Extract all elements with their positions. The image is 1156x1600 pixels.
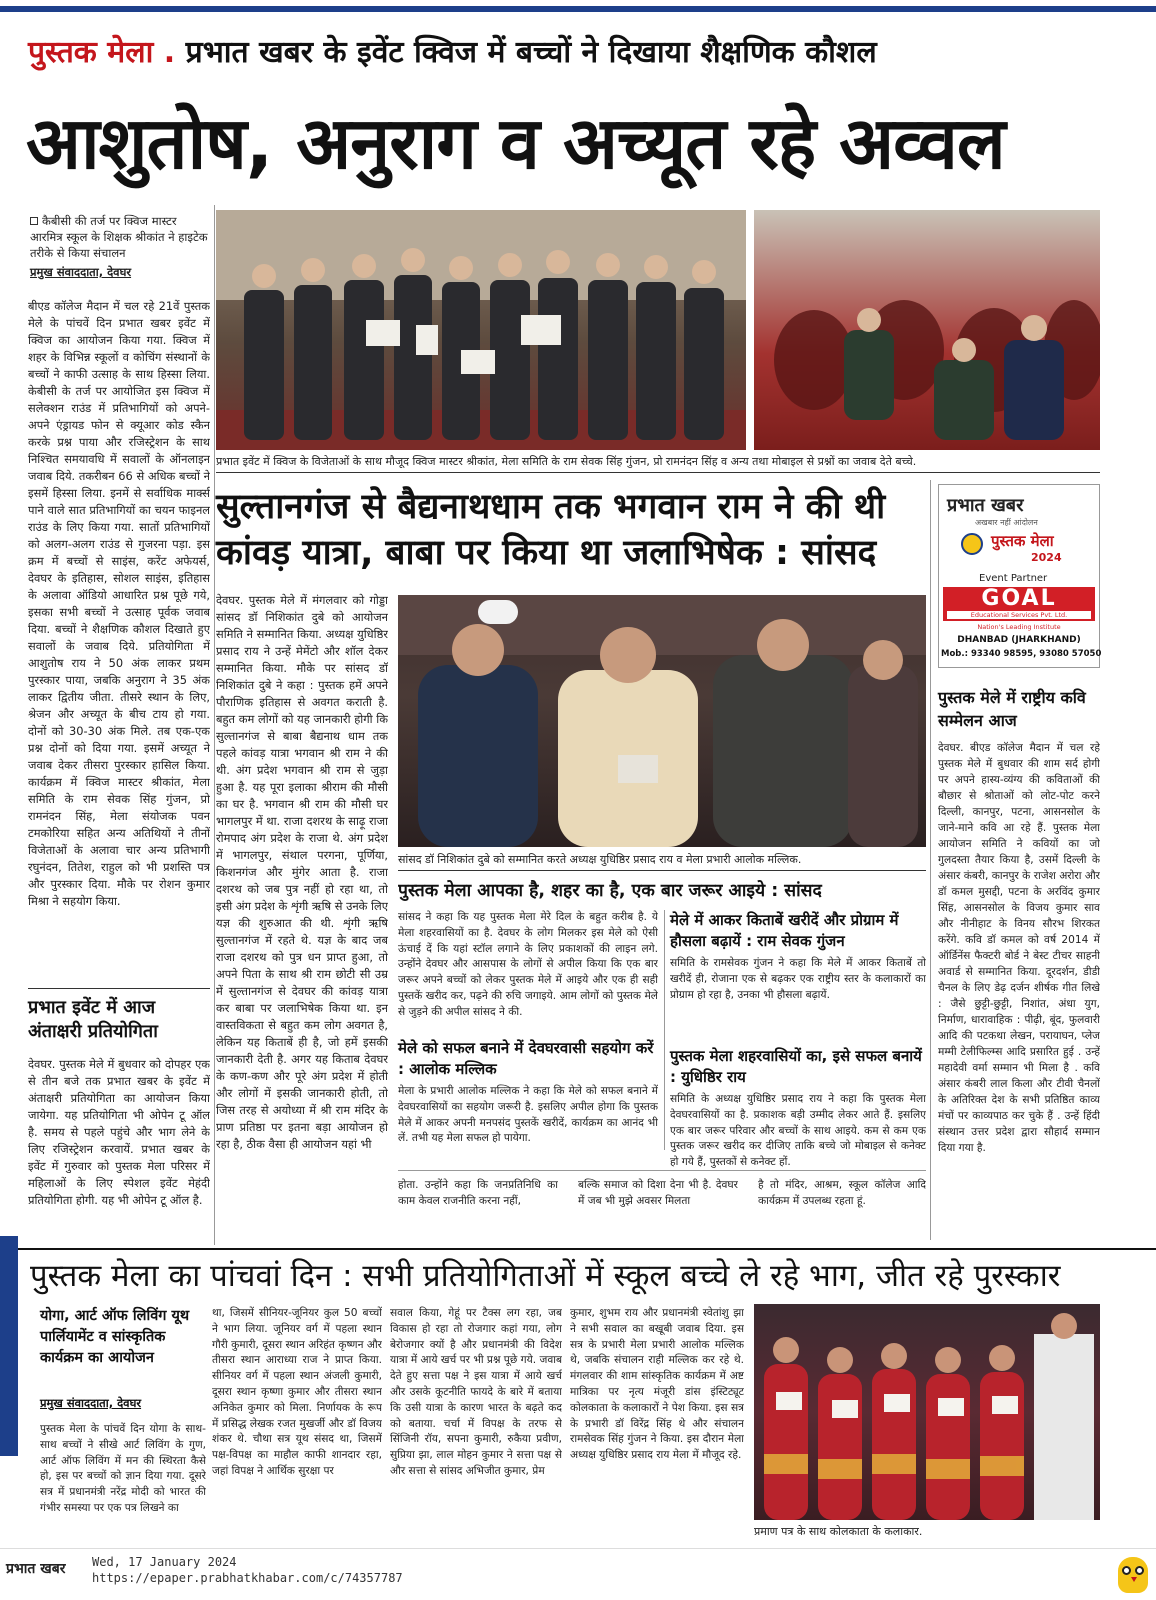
advert-mobile: Mob.: 93340 98595, 93080 57050 [941, 649, 1102, 659]
square-bullet-icon [30, 217, 38, 225]
goal-text: GOAL [981, 586, 1057, 611]
artists-photo [754, 1304, 1100, 1520]
quote-sansad-title: पुस्तक मेला आपका है, शहर का है, एक बार जरूर आइये : सांसद [398, 881, 822, 901]
advert-partner-label: Event Partner [979, 573, 1048, 584]
page-headline: आशुतोष, अनुराग व अच्यूत रहे अव्वल [26, 101, 1005, 185]
footer-brand: प्रभात खबर [6, 1561, 66, 1577]
kicker-label: पुस्तक मेला . [28, 35, 176, 70]
advert-box [938, 484, 1100, 668]
quiz-body: बीएड कॉलेज मैदान में चल रहे 21वें पुस्तक मेले के पांचवें दिन प्रभात खबर इवेंट में क्विज का आयोजन किया गया. क्विज में शहर के विभिन्न स्कूलों व कोचिंग संस्थानों के बच्चों ने काफी उत्साह के साथ हिस्सा लिया. केबीसी के तर्ज पर आयोजित इस क्विज में सलेक्शन राउंड में प्रतिभागियों को अपने-अपने एंड्रायड फोन से क्यूआर कोड स्कैन करके प्रश्न पाया और रजिस्ट्रेशन के साथ निश्चित समयावधि में सवालों के ऑनलाइन जवाब दिये. तकरीबन 66 से अधिक बच्चों ने इसमें हिस्सा लिया. इनमें से सर्वाधिक मार्क्स पाने वाले सात प्रतिभागियों का चयन फाइनल राउंड के लिए किया गया. सातों प्रतिभागियों को अलग-अलग राउंड से गुजरना पड़ा. इस क्रम में बच्चों से साइंस, करेंट अफेयर्स, देवघर के इतिहास, सोशल साइंस, इतिहास के अलावा ऑडियो आधारित प्रश्न पूछे गये, इसका सभी बच्चों ने उत्साह पूर्वक जवाब दिया. बच्चों ने शैक्षणिक कौशल दिखाते हुए सवालों के जवाब दिये. प्रतियोगिता में आशुतोष राय ने 50 अंक लाकर प्रथम पुरस्कार पाया, जबकि अनुराग ने 35 अंक लाकर द्वितीय जीता. तीसरे स्थान के लिए, श्रेजन और अच्यूत के बीच टाय हो गया. दोनों को 30-30 अंक मिले. तब एक-एक प्रश्न दोनों को दिया गया. इसमें अच्यूत ने जवाब देकर तीसरा पुरस्कार हासिल किया. कार्यक्रम में क्विज मास्टर श्रीकांत, मेला समिति के राम सेवक सिंह गुंजन, प्रो रामनंदन सिंह, मेला संयोजक पवन टमकोरिया सहित अन्य अतिथियों ने तीनों विजेताओं के अलावा चार अन्य प्रतिभागी रघुनंदन, तितेश, राहुल को भी प्रशस्ति पत्र और पुरस्कार दिया. मौके पर रोशन कुमार मिश्रा ने सहयोग किया. [28, 299, 210, 908]
bottom-col2: था, जिसमें सीनियर-जूनियर कुल 50 बच्चों ने भाग लिया. जूनियर वर्ग में पहला स्थान गौरी कुमारी, दूसरा स्थान अरिहंत कृष्णन और तीसरा स्थान आराध्या राज ने प्राप्त किया. सीनियर वर्ग में पहला स्थान अंजली कुमारी, दूसरा स्थान कृष्णा कुमार और तीसरा स्थान अनिकेत कुमार को मिला. निर्णायक के रूप में प्रसिद्ध लेखक रजत मुखर्जी और डॉ विजय शंकर थे. चौथा सत्र यूथ संसद था, जिसमें पक्ष-विपक्ष का माहौल काफी शानदार रहा, जहां विपक्ष ने आर्थिक सुरक्षा पर [212, 1307, 382, 1477]
quote-sansad-body: सांसद ने कहा कि यह पुस्तक मेला मेरे दिल के बहुत करीब है. ये मेला शहरवासियों का है. देवघर के लोग मिलकर इस मेले को ऐसी ऊंचाई दें कि यहां स्टॉल लगाने के लिए प्रकाशकों की लाइन लगे. उन्होंने देवघर और आसपास के लोगों से अपील किया कि एक बार जरूर अपने बच्चों को लेकर पुस्तक मेले में आइये और एक ही सही पुस्तकें खरीद कर, पढ़ने की रुचि जगाइये. आम लोगों को पुस्तक मेले से जुड़ने की अपील सांसद ने की. [398, 911, 658, 1018]
mp-felicitation-photo [398, 595, 926, 847]
bottom-col1: पुस्तक मेला के पांचवें दिन योगा के साथ-साथ बच्चों ने सीखे आर्ट लिविंग के गुण, आर्ट ऑफ लिविंग में मन की स्थिरता कैसे हो, इस पर बच्चों को ज्ञान दिया गया. दूसरे सत्र में प्रधानमंत्री नरेंद्र मोदी को भारत की गंभीर समस्या पर एक पत्र लिखने का [40, 1423, 206, 1514]
mp-continued-2: बल्कि समाज को दिशा देना भी है. देवघर में जब भी मुझे अवसर मिलता [578, 1179, 738, 1207]
advert-tagline: अखबार नहीं आंदोलन [975, 518, 1038, 527]
antakshari-title: प्रभात इवेंट में आज अंताक्षरी प्रतियोगिता [28, 997, 158, 1042]
mp-continued-1: होता. उन्होंने कहा कि जनप्रतिनिधि का काम केवल राजनीति करना नहीं, [398, 1179, 558, 1207]
divider [398, 870, 926, 871]
kicker-text: प्रभात खबर के इवेंट क्विज में बच्चों ने दिखाया शैक्षणिक कौशल [175, 35, 877, 70]
kavi-body: देवघर. बीएड कॉलेज मैदान में चल रहे पुस्तक मेले में बुधवार की शाम सर्द होगी पर अपने हास्य-व्यंग्य की कविताओं की बौछार से श्रोताओं को लोट-पोट करने दिल्ली, कानपुर, पटना, आसनसोल के जाने-माने कवि आ रहे हैं. पुस्तक मेला आयोजन समिति ने कवियों का जो गुलदस्ता तैयार किया है, उसमें दिल्ली के अंसार कंबरी, कानपुर के राजेश अरोरा और डॉ कमल मुसद्दी, पटना के अरविंद कुमार सिंह, आसनसोल के विजय कुमार साव और नीनीहाट के विनय सौरभ शिरकत करेंगे. कवि डॉ कमल को वर्ष 2014 में ऑर्डिनेंस फैक्टरी बोर्ड ने बेस्ट टीचर साहनी अवार्ड से सम्मानित किया. दूरदर्शन, डीडी चैनल के लिए डेढ़ दर्जन शीर्षक गीत लिखे : जैसे छुट्टी-छुट्टी, निशांत, अंधा युग, निर्माण, धारावाहिक : पीढ़ी, बूंद, फुलवारी आदि की पटकथा लेखन, परायाघन, प्लेज मम्मी टेलीफिल्म्स आदि प्रसारित हुई . उन्हें महादेवी वर्मा सम्मान भी मिला है . कवि अंसार कंबरी लाल किला और टीवी चैनलों के अतिरिक्त देश के सभी प्रतिष्ठित काव्य मंचों पर काव्यपाठ कर चुके हैं . उन्हें हिंदी संस्थान उत्तर प्रदेश द्वारा सौहार्द सम्मान दिया गया है. [938, 742, 1100, 1154]
artists-figures [754, 1304, 1100, 1520]
quiz-winners-photo [216, 210, 746, 450]
advert-city: DHANBAD (JHARKHAND) [957, 635, 1081, 645]
antakshari-body: देवघर. पुस्तक मेले में बुधवार को दोपहर एक से तीन बजे तक प्रभात खबर के इवेंट में अंताक्षरी प्रतियोगिता का आयोजन किया जायेगा. यह प्रतियोगिता भी ओपेन टू ऑल है. समय से पहले पहुंचे और भाग लेने के लिए रजिस्ट्रेशन करवायें. प्रभात खबर के इवेंट में गुरुवार को पुस्तक मेला परिसर में महिलाओं के लिए स्पेशल इवेंट मेहंदी प्रतियोगिता होगी. यह भी ओपेन टू ऑल है. [28, 1057, 210, 1207]
quiz-intro-block [30, 213, 210, 280]
section-rule [0, 1248, 1156, 1250]
bottom-subhead: योगा, आर्ट ऑफ लिविंग यूथ पार्लियामेंट व सांस्कृतिक कार्यक्रम का आयोजन [40, 1308, 190, 1366]
divider [28, 988, 210, 989]
quiz-byline: प्रमुख संवाददाता, देवघर [30, 265, 132, 279]
advert-brand: प्रभात खबर [947, 495, 1024, 516]
owl-icon [1118, 1557, 1148, 1593]
kavi-title: पुस्तक मेले में राष्ट्रीय कवि सम्मेलन आज [938, 688, 1086, 730]
divider [398, 1170, 926, 1171]
bottom-col4: कुमार, शुभम राय और प्रधानमंत्री स्वेतांशु झा ने सभी सवाल का बखूबी जवाब दिया. इस सत्र के प्रभारी मेला प्रभारी आलोक मल्लिक थे, जबकि संचालन राही मल्लिक कर रहे थे. मंगलवार की शाम सांस्कृतिक कार्यक्रम में अष्ट मात्रिका पर नृत्य मंजूरी डांस इंस्टिट्यूट कोलकाता के कलाकारों ने पेश किया. इस सत्र के प्रभारी डॉ विरेंद्र सिंह थे और संचालन रामसेवक सिंह गुंजन ने किया. इस दौरान मेला अध्यक्ष युधिष्ठिर प्रसाद राय मेला में मौजूद रहे. [570, 1307, 744, 1462]
divider [216, 472, 1100, 473]
artists-photo-caption: प्रमाण पत्र के साथ कोलकाता के कलाकार. [754, 1525, 923, 1538]
goal-sub2: Nation's Leading Institute [977, 623, 1061, 631]
bottom-col3: सवाल किया, गेहूं पर टैक्स लग रहा, जब विकास हो रहा तो रोजगार कहां गया, लोग बेरोजगार क्यों है और प्रधानमंत्री की विदेश यात्रा में आये खर्च पर भी प्रश्न पूछे गये. जवाब देते हुए सत्ता पक्ष ने इस यात्रा में आये खर्च और उसके कूटनीति फायदे के बारे में बताया कि उसी यात्रा के कारण भारत के बढ़ते कद को बताया. चर्चा में विपक्ष के तरफ से सिंजिनी रॉय, सपना कुमारी, रुकैया प्रवीण, सुप्रिया झा, लाल मोहन कुमार ने सत्ता पक्ष से और सत्ता से सांसद अभिजीत कुमार, प्रेम [390, 1307, 562, 1477]
edge-strip [0, 1236, 18, 1456]
column-divider [214, 205, 215, 1245]
column-divider [664, 910, 665, 1150]
bottom-byline: प्रमुख संवाददाता, देवघर [40, 1396, 142, 1410]
fair-emblem-icon [961, 533, 983, 555]
quote-gunjan-body: समिति के रामसेवक गुंजन ने कहा कि मेले में आकर किताबें तो खरीदें ही, रोजाना एक से बढ़कर एक राष्ट्रीय स्तर के कलाकारों का प्रोग्राम हो रहा है, उनका भी हौसला बढ़ायें. [670, 957, 926, 1001]
quote-alok-title: मेले को सफल बनाने में देवघरवासी सहयोग करें : आलोक मल्लिक [398, 1039, 654, 1078]
mp-felicitation-figures [398, 595, 926, 847]
quiz-intro: कैबीसी की तर्ज पर क्विज मास्टर आरमित्र स्कूल के शिक्षक श्रीकांत ने हाइटेक तरीके से किया संचालन [30, 214, 208, 260]
top-border [0, 0, 1156, 12]
footer [0, 1548, 1156, 1600]
mp-body: देवघर. पुस्तक मेले में मंगलवार को गोड्डा सांसद डॉ निशिकांत दुबे को आयोजन समिति ने सम्मानित किया. अध्यक्ष युधिष्ठिर प्रसाद राय ने उन्हें मेमेंटो और शॉल देकर सम्मानित किया. मौके पर सांसद डॉ निशिकांत दुबे ने कहा : पुस्तक हमें अपने पौराणिक इतिहास से अवगत कराती है. बहुत कम लोगों को यह जानकारी होगी कि सुल्तानगंज से बाबा बैद्यनाथ धाम तक पहले कांवड़ यात्रा भगवान श्री राम ने की थी. अंग प्रदेश भगवान श्री राम से जुड़ा हुआ है. यह पूरा इलाका श्रीराम की मौसी का घर है. भगवान श्री राम की मौसी घर भागलपुर में था. राजा दशरथ के साढ़ू राजा रोमपाद अंग प्रदेश के राजा थे. अंग प्रदेश में भागलपुर, संथाल परगना, पूर्णिया, किशनगंज और मुंगेर आता है. राजा दशरथ को जब पुत्र नहीं हो रहा था, तो इसी अंग प्रदेश के शृंगी ऋषि से उनके लिए यज्ञ की शुरुआत की थी. शृंगी ऋषि सुल्तानगंज में रहते थे. यज्ञ के बाद जब राजा दशरथ को पुत्र धन प्राप्त हुआ, तो अपने पिता के साथ श्री राम छोटी सी उम्र में सुल्तानगंज से देवघर की कांवड़ यात्रा कर बाबा पर जलाभिषेक किया था. इन वास्तविकता से बहुत कम लोग अवगत है, लेकिन यह किताबें ही है, जो हमें इसकी जानकारी देती है. अगर यह किताब देवघर के कण-कण और पूरे अंग प्रदेश में होती और लोगों में इसकी जानकारी होती, तो जिस तरह से अयोध्या में श्री राम मंदिर के प्राण प्रतिष्ठा पर इतना बड़ा आयोजन हो रहा है, ठीक वैसा ही आयोजन यहां भी [216, 593, 388, 1151]
advert-year: 2024 [1031, 551, 1062, 564]
goal-logo [943, 587, 1095, 621]
footer-url-link[interactable]: https://epaper.prabhatkhabar.com/c/74357787 [92, 1571, 403, 1585]
top-photo-caption: प्रभात इवेंट में क्विज के विजेताओं के साथ मौजूद क्विज मास्टर श्रीकांत, मेला समिति के राम सेवक सिंह गुंजन, प्रो रामनंदन सिंह व अन्य तथा मोबाइल से प्रश्नों का जवाब देते बच्चे. [216, 455, 917, 468]
bottom-headline: पुस्तक मेला का पांचवां दिन : सभी प्रतियोगिताओं में स्कूल बच्चे ले रहे भाग, जीत रहे पुरस्कार [30, 1258, 1061, 1294]
advert-fair: पुस्तक मेला [991, 532, 1054, 550]
quiz-winners-figures [216, 210, 746, 450]
kicker [28, 30, 877, 71]
quote-alok-body: मेला के प्रभारी आलोक मल्लिक ने कहा कि मेले को सफल बनाने में देवघरवासियों का सहयोग जरूरी है. इसलिए अपील होगा कि पुस्तक मेले में आकर अपनी मनपसंद पुस्तकें खरीदें, कार्यक्रम का आनंद भी लें. तभी यह मेला सफल हो पायेगा. [398, 1085, 658, 1145]
column-divider [930, 480, 931, 1240]
quote-rai-body: समिति के अध्यक्ष युधिष्ठिर प्रसाद राय ने कहा कि पुस्तक मेला देवघरवासियों का है. प्रकाशक बड़ी उम्मीद लेकर आते हैं. इसलिए एक बार जरूर परिवार और बच्चों के साथ आइये. कम से कम एक पुस्तक जरूर खरीद कर दीजिए ताकि बच्चे जो मोबाइल से कनेक्ट हो गये हैं, पुस्तकों से कनेक्ट हों. [670, 1093, 926, 1169]
goal-sub: Educational Services Pvt. Ltd. [947, 611, 1091, 619]
students-seated-figures [754, 210, 1100, 450]
quote-rai-title: पुस्तक मेला शहरवासियों का, इसे सफल बनायें : युधिष्ठिर राय [670, 1047, 922, 1086]
students-mobile-photo [754, 210, 1100, 450]
quote-gunjan-title: मेले में आकर किताबें खरीदें और प्रोग्राम में हौसला बढ़ायें : राम सेवक गुंजन [670, 911, 899, 950]
mp-photo-caption: सांसद डॉ निशिकांत दुबे को सम्मानित करते अध्यक्ष युधिष्ठिर प्रसाद राय व मेला प्रभारी आलोक मल्लिक. [398, 853, 802, 866]
footer-date: Wed, 17 January 2024 [92, 1555, 237, 1569]
mp-continued-3: है तो मंदिर, आश्रम, स्कूल कॉलेज आदि कार्यक्रम में उपलब्ध रहता हूं. [758, 1179, 926, 1207]
mp-headline: सुल्तानगंज से बैद्यनाथधाम तक भगवान राम ने की थी कांवड़ यात्रा, बाबा पर किया था जलाभिषेक : सांसद [216, 487, 886, 573]
